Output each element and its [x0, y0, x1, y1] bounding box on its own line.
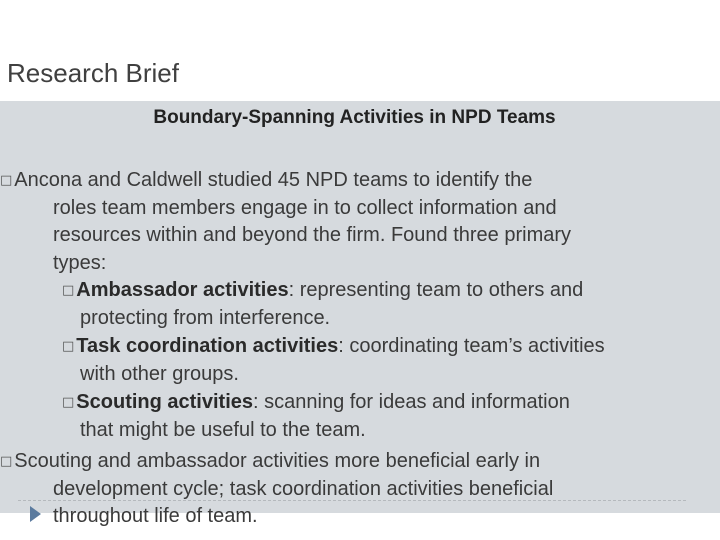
sub2-rest: : coordinating team’s activities	[338, 335, 605, 357]
p1-line-3: resources within and beyond the firm. Found three primary	[53, 224, 572, 246]
p2-line-3: throughout life of team.	[53, 505, 258, 527]
sub2-term: Task coordination activities	[76, 335, 339, 357]
paragraph-1	[0, 167, 572, 277]
sub2-line-2: with other groups.	[80, 362, 239, 385]
paragraph-2	[0, 448, 554, 531]
sub-bullet-scouting	[62, 389, 570, 444]
p1-text-1: Ancona and Caldwell studied 45 NPD teams to identify the	[14, 169, 533, 191]
sub-bullet-task-coordination	[62, 333, 605, 388]
sub-bullet-ambassador	[62, 277, 583, 332]
sub1-term: Ambassador activities	[76, 279, 289, 301]
p1-line-2: roles team members engage in to collect information and	[53, 196, 557, 219]
bullet-icon: □	[0, 173, 13, 188]
sub1-rest: : representing team to others and	[288, 279, 584, 301]
divider-dashed	[18, 500, 686, 501]
p1-line-4: types:	[53, 251, 107, 274]
bullet-icon: □	[62, 283, 75, 298]
bullet-icon: □	[62, 395, 75, 410]
subtitle-text: Boundary-Spanning Activities in NPD Teams	[153, 107, 556, 128]
sub3-line-1	[62, 389, 570, 417]
p2-line-2: development cycle; task coordination activities beneficial	[53, 477, 554, 500]
p2-line-1	[0, 448, 553, 476]
slide-title: Research Brief	[7, 58, 179, 88]
sub3-line-2: that might be useful to the team.	[80, 418, 366, 441]
bullet-icon: □	[0, 454, 13, 469]
p1-line-1	[0, 167, 571, 195]
p2-text-1: Scouting and ambassador activities more beneficial early in	[14, 450, 541, 472]
sub3-rest: : scanning for ideas and information	[253, 391, 570, 413]
sub3-term: Scouting activities	[76, 391, 254, 413]
sub1-line-2: protecting from interference.	[80, 306, 331, 329]
bullet-icon: □	[62, 339, 75, 354]
sub1-line-1	[62, 277, 583, 305]
sub2-line-1	[62, 333, 605, 361]
play-arrow-icon	[30, 506, 41, 522]
